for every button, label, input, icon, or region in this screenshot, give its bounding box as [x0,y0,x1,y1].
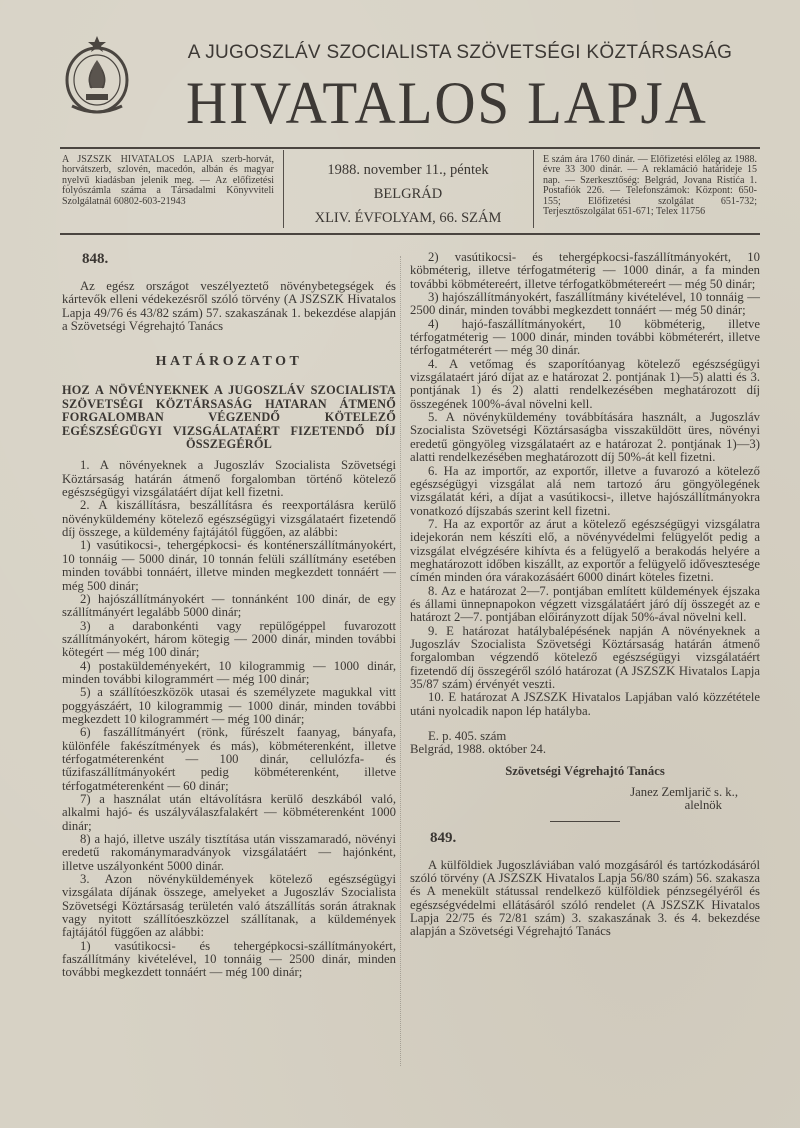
paragraph: 5. A növényküldemény továbbítására használt, a Jugoszláv Szocialista Szövetségi Köztársaságba visszaküldött üres, növényi eredetű göngyöleg vizsgálataért az e határozat 2. pontjának 1)—3) alatti rendelkezésében meghatározott díj 50%-át kell fizetni. [410,410,760,465]
header-bottom-rule [60,233,760,235]
paragraph: 7) a használat után eltávolításra kerülő deszkából való, alkalmi hajó- és uszályválaszfalakért — köbméterenként 1000 dinár; [62,792,396,833]
paragraph: Az egész országot veszélyeztető növénybetegségek és kártevők elleni védekezésről szóló törvény (A JSZSZK Hivatalos Lapja 49/76 és 43/82 szám) 57. szakaszának 1. bekezdése alapján a Szövetségi Végrehajtó Tanács [62,279,396,334]
paragraph: 8. Az e határozat 2—7. pontjában említett küldemények éjszaka és állami ünnepnapokon végzett vizsgálatáért járó díj összegét az e határozt 2—7. pontjában előirányzott díjak 50%-ával növelni kell. [410,583,760,625]
paragraph: 6) faszállítmányért (rönk, fűrészelt faanyag, bányafa, különféle fakészítmények és más), köbméterenként, illetve térfogatméterenként — 100 dinár, cellulózfa- és tűzifaszállítmányokért pedig köbméterenként, illetve térfogatméterenként — 60 dinár; [62,725,396,793]
column-divider [400,256,401,1066]
paragraph: 1) vasútikocsi-, tehergépkocsi- és konténerszállítmányokért, 10 tonnáig — 5000 dinár, 10 tonnán felüli szállítmány esetében minden további tonnáért, illetve minden megkezdett tonnáért — még 500 dinár; [62,538,396,593]
paragraph: A külföldiek Jugoszláviában való mozgásáról és tartózkodásáról szóló törvény (A JSZSZK Hivatalos Lapja 56/80 szám) 56. szakasza és A menekült státussal rendelkező külföldiek pénzsegélyéről és egészségvédelmi ellátásáról szóló rendelet (A JSZSZK Hivatalos Lapja 22/75 és 72/81 szám) 3. szakaszának 3. és 4. bekezdése alapján a Szövetségi Végrehajtó Tanács [410,857,760,939]
signatory-body: Szövetségi Végrehajtó Tanács [505,763,665,778]
price-contact-info: E szám ára 1760 dinár. — Előfizetési előleg az 1988. évre 33 300 dinár. — A reklamáció határideje 15 nap. — Szerkesztőség: Belgrád, Jovana Ristića 1. Postafiók 226. — Telefonszámok: Központ: 650-155; Előfizetési szolgálat 651-732; Terjesztőszolgálat 651-671; Telex 11756 [543,155,757,218]
date-line: Belgrád, 1988. október 24. [410,742,547,757]
issue-volume: XLIV. ÉVFOLYAM, 66. SZÁM [314,210,502,226]
paragraph: 2. A kiszállításra, beszállításra és reexportálásra kerülő növényküldemény kötelező egészségügyi vizsgálataért fizetendő díj összege, a küldemény fajtájától függően, az alábbi: [62,498,396,540]
paragraph: 3. Azon növényküldemények kötelező egészségügyi vizsgálata díjának összege, amelyeket a Jugoszláv Szocialista Szövetségi Köztársaság területén való átszállítás során átraknak vagy nyitott szállítóeszközzel szállítanak, a küldemények fajtájától függően az alábbi: [62,872,396,940]
paragraph: 2) hajószállítmányokért — tonnánként 100 dinár, de egy szállítmányért legalább 5000 dinár; [62,591,396,620]
right-column [410,251,760,939]
masthead-supertitle: A JUGOSZLÁV SZOCIALISTA SZÖVETSÉGI KÖZTÁRSASÁG [187,42,733,63]
header-top-rule [60,147,760,149]
reference-number: E. p. 405. szám [428,729,507,744]
paragraph: 3) a darabonkénti vagy repülőgéppel fuvarozott szállítmányokért, három kötegig — 2000 dinár, minden további kötegért — még 100 dinár; [62,618,396,660]
header-divider [283,150,284,228]
paragraph: 7. Ha az exportőr az árut a kötelező egészségügyi vizsgálatra idejekorán nem készíti elő, a növényvédelmi felügyelőt pedig a vizsgálat elvégzésére kihívta és a felügyelő a berakodás helyére a meghatározott időben kiszállt, az exportőr a felügyelő idővesztesége címén minden óra várakozásáért 6000 dinárt köteles fizetni. [410,516,760,585]
signatory-role: alelnök [684,798,722,813]
paragraph: 1) vasútikocsi- és tehergépkocsi-szállítmányokért, faszállítmány kivételével, 10 tonnáig — 2500 dinár, minden további megkezdett tonnáért — még 100 dinár; [62,938,396,980]
left-column [62,251,396,980]
paragraph: 3) hajószállítmányokért, faszállítmány kivételével, 10 tonnáig — 2500 dinár, minden további megkezdett tonnáért — még 50 dinár; [410,290,760,318]
decree-number: 848. [82,251,109,267]
publication-info: A JSZSZK HIVATALOS LAPJA szerb-horvát, horvátszerb, szlovén, macedón, albán és magyar nyelvű kiadásban jelenik meg. — Az előfizetési folyószámla száma a Társadalmi Könyvviteli Szolgálatnál 60802-603-21943 [62,155,274,207]
paragraph: 8) a hajó, illetve uszály tisztítása után visszamaradó, növényi eredetű rakománymaradványok vizsgálatáért — hajónként, illetve uszályonként 5000 dinár. [62,832,396,873]
paragraph: 4) postaküldeményekért, 10 kilogrammig — 1000 dinár, minden további kilogrammért — még 100 dinár; [62,658,396,686]
issue-date: 1988. november 11., péntek [327,162,489,178]
paragraph: 6. Ha az importőr, az exportőr, illetve a fuvarozó a kötelező egészségügyi vizsgálat alá nem tartozó áru göngyölegének vizsgálatát kéri, a díjat a vasútikocsi-, illetve hajószállítmányokra vonatkozó díjszabás szerint kell fizetni. [410,463,760,518]
paragraph: 5) a szállítóeszközök utasai és személyzete magukkal vitt poggyászáért, 10 kilogrammig — 1000 dinár, minden további megkezdett 10 kilogrammért — még 100 dinár; [62,685,396,726]
paragraph: 2) vasútikocsi- és tehergépkocsi-faszállítmányokért, 10 köbméterig, illetve térfogatméterig — 1000 dinár, a fa minden további köbmétereért, illetve térfogatköbmétereért — még 50 dinár; [410,250,760,291]
state-emblem-icon [62,34,132,118]
paragraph: 4) hajó-faszállítmányokért, 10 köbméterig, illetve térfogatméterig — 1000 dinár, minden további köbméterért, illetve térfogatméterért — még 30 dinár. [410,316,760,358]
decree-title: HATÁROZATOT [155,354,303,370]
header-divider [533,150,534,228]
paragraph: 4. A vetőmag és szaporítóanyag kötelező egészségügyi vizsgálataért járó díjat az e határozat 2. pontjának 1)—5) alatti és 3. pontjának 1) és 2) alatti rendelkezésében meghatározott díj összegének 100%-ával növelni kell. [410,356,760,411]
masthead-title: HIVATALOS LAPJA [186,70,708,136]
decree-subtitle: HOZ A NÖVÉNYEKNEK A JUGOSZLÁV SZOCIALISTA SZÖVETSÉGI KÖZTÁRSASÁG HATARAN ÁTMENŐ FORGALOMBAN VÉGZENDŐ KÖTELEZŐ EGÉSZSÉGÜGYI VIZSGÁLATAÉRT FIZETENDŐ DÍJ ÖSSZEGÉRŐL [62,383,396,451]
decree-number: 849. [430,829,457,846]
issue-info [293,158,523,230]
section-separator [550,821,620,822]
issue-city: BELGRÁD [373,186,443,202]
paragraph: 10. E határozat A JSZSZK Hivatalos Lapjában való közzététele utáni nyolcadik napon lép hatályba. [410,690,760,718]
paragraph: 1. A növényeknek a Jugoszláv Szocialista Szövetségi Köztársaság határán átmenő forgalomban történő kötelező egészségügyi vizsgálatáért díjat kell fizetni. [62,458,396,500]
signatory-name: Janez Zemljarič s. k., [630,785,738,800]
paragraph: 9. E határozat hatálybalépésének napján A növényeknek a Jugoszláv Szocialista Szövetségi Köztársaság határán átmenő forgalomban végzendő kötelező egészségügyi vizsgálatáért fizetendő díj összegéről szóló határozat (A JSZSZK Hivatalos Lapja 35/87 szám) érvényét veszti. [410,623,760,691]
